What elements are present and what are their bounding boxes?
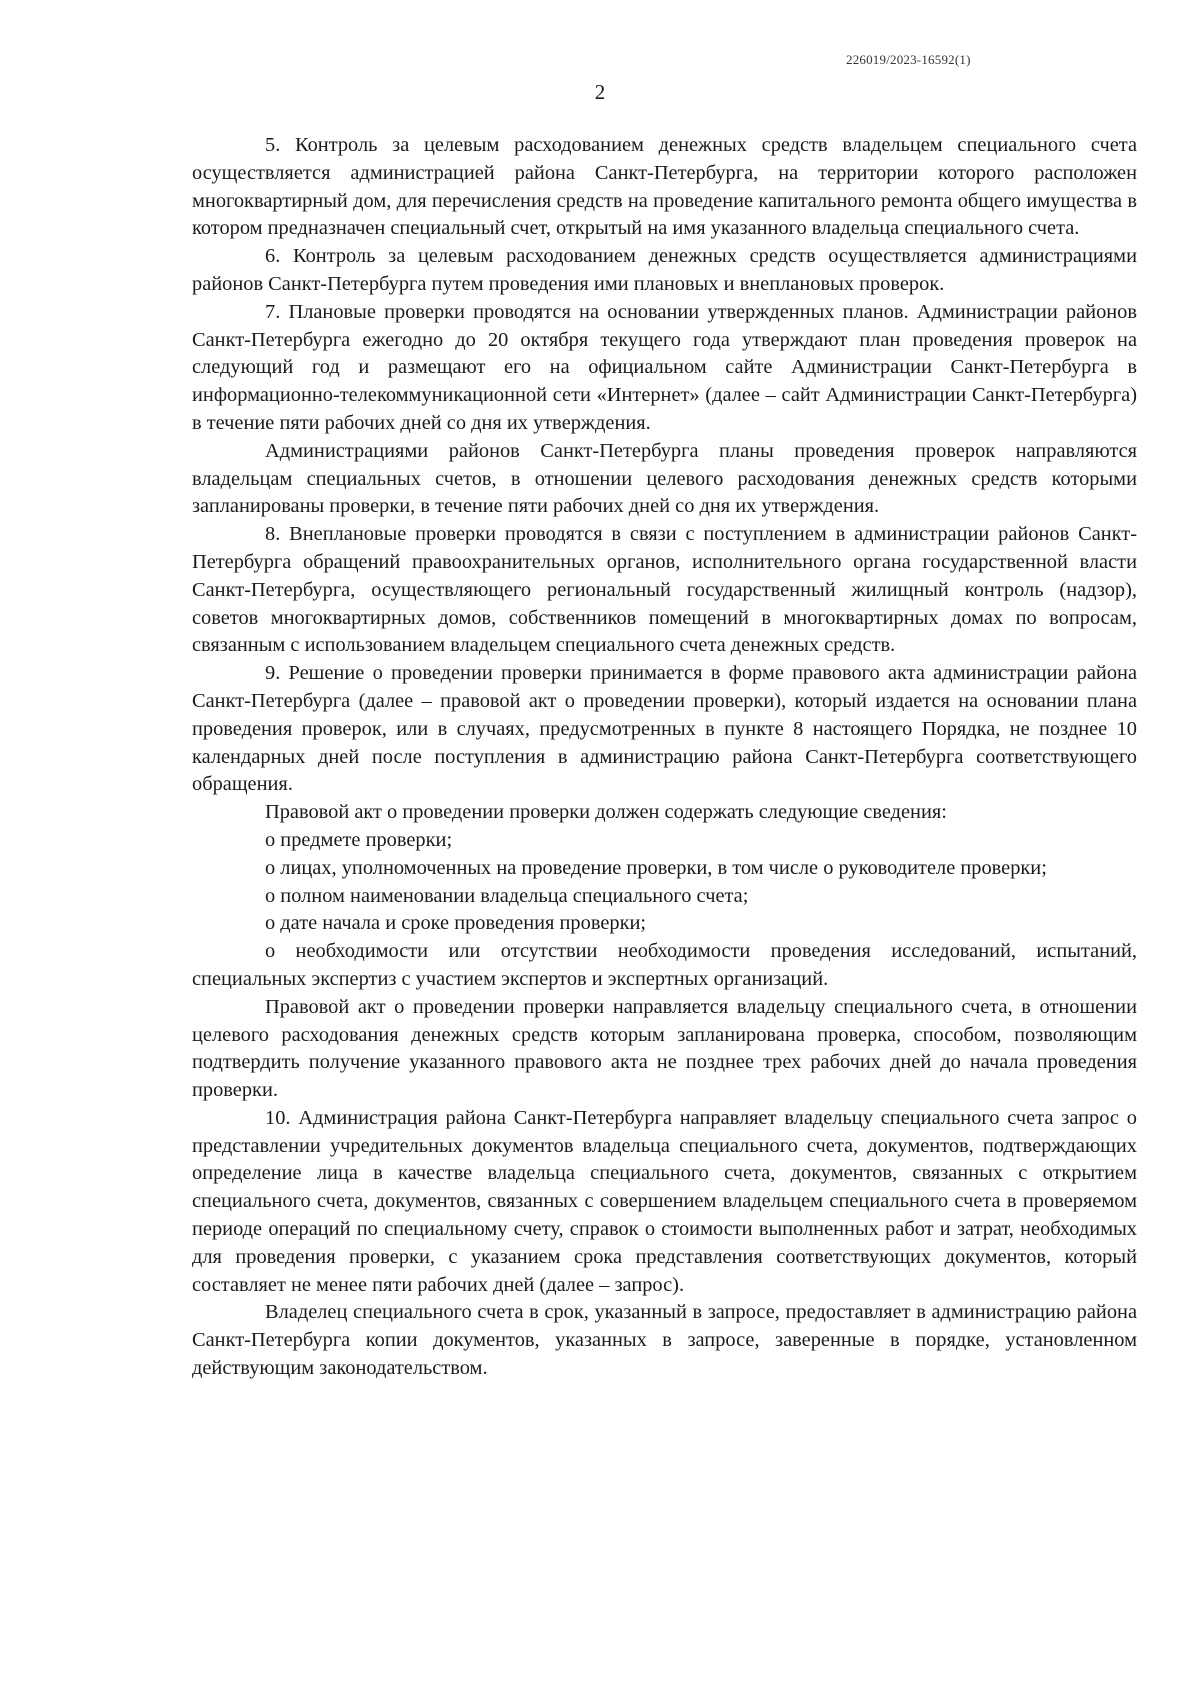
list-item-dates: о дате начала и сроке проведения проверки;	[265, 912, 647, 935]
paragraph-5: 5. Контроль за целевым расходованием денежных средств владельцем специального счета осуществляется администрацией района Санкт-Петербурга, на территории которого расположен многоквартирный дом, для перечисления средств на проведение капитального ремонта общего имущества в котором предназначен специальный счет, открытый на имя указанного владельца специального счета.	[192, 134, 1137, 240]
list-item-expertise: о необходимости или отсутствии необходимости проведения исследований, испытаний, специальных экспертиз с участием экспертов и экспертных организаций.	[192, 940, 1137, 990]
paragraph-10: 10. Администрация района Санкт-Петербурга направляет владельцу специального счета запрос о представлении учредительных документов владельца специального счета, документов, подтверждающих определение лица в качестве владельца специального счета, документов, связанных с открытием специального счета, документов, связанных с совершением владельцем специального счета в проверяемом периоде операций по специальному счету, справок о стоимости выполненных работ и затрат, необходимых для проведения проверки, с указанием срока представления соответствующих документов, который составляет не менее пяти рабочих дней (далее – запрос).	[192, 1106, 1137, 1296]
paragraph-10-owner-response: Владелец специального счета в срок, указанный в запросе, предоставляет в администрацию района Санкт-Петербурга копии документов, указанных в запросе, заверенные в порядке, установленном действующим законодательством.	[192, 1301, 1137, 1380]
page-number: 2	[594, 80, 606, 104]
paragraph-7-plans-sent: Администрациями районов Санкт-Петербурга планы проведения проверок направляются владельцам специальных счетов, в отношении целевого расходования денежных средств которыми запланированы проверки, в течение пяти рабочих дней со дня их утверждения.	[192, 439, 1137, 518]
paragraph-9: 9. Решение о проведении проверки принимается в форме правового акта администрации района Санкт-Петербурга (далее – правовой акт о проведении проверки), который издается на основании плана проведения проверок, или в случаях, предусмотренных в пункте 8 настоящего Порядка, не позднее 10 календарных дней после поступления в администрацию района Санкт-Петербурга соответствующего обращения.	[192, 662, 1137, 796]
document-body	[192, 132, 1137, 1383]
list-item-owner-name: о полном наименовании владельца специального счета;	[265, 884, 749, 907]
paragraph-7: 7. Плановые проверки проводятся на основании утвержденных планов. Администрации районов Санкт-Петербурга ежегодно до 20 октября текущего года утверждают план проведения проверок на следующий год и размещают его на официальном сайте Администрации Санкт-Петербурга в информационно-телекоммуникационной сети «Интернет» (далее – сайт Администрации Санкт-Петербурга) в течение пяти рабочих дней со дня их утверждения.	[192, 300, 1137, 434]
paragraph-9-act-delivery: Правовой акт о проведении проверки направляется владельцу специального счета, в отношении целевого расходования денежных средств которым запланирована проверка, способом, позволяющим подтвердить получение указанного правового акта не позднее трех рабочих дней до начала проведения проверки.	[192, 995, 1137, 1102]
document-registration-number: 226019/2023-16592(1)	[846, 52, 971, 67]
list-item-persons: о лицах, уполномоченных на проведение проверки, в том числе о руководителе проверки;	[265, 856, 1047, 879]
paragraph-8: 8. Внеплановые проверки проводятся в связи с поступлением в администрации районов Санкт-Петербурга обращений правоохранительных органов, исполнительного органа государственной власти Санкт-Петербурга, осуществляющего региональный государственный жилищный контроль (надзор), советов многоквартирных домов, собственников помещений в многоквартирных домах по вопросам, связанным с использованием владельцем специального счета денежных средств.	[192, 523, 1137, 657]
paragraph-6: 6. Контроль за целевым расходованием денежных средств осуществляется администрациями районов Санкт-Петербурга путем проведения ими плановых и внеплановых проверок.	[192, 245, 1137, 295]
list-item-subject: о предмете проверки;	[265, 828, 453, 851]
paragraph-9-act-contents: Правовой акт о проведении проверки должен содержать следующие сведения:	[265, 801, 947, 824]
